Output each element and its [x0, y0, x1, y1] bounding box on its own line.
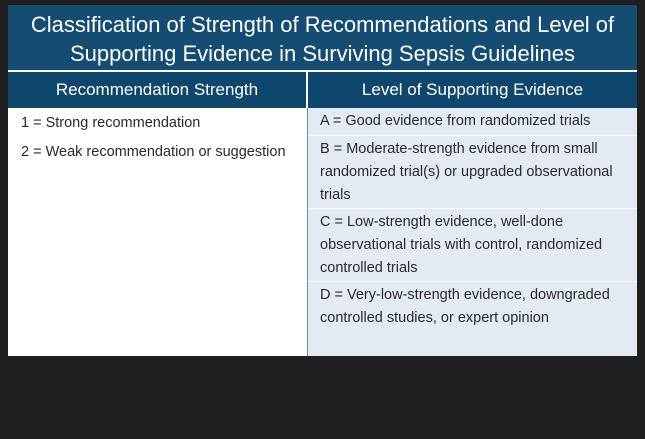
table-body — [8, 108, 637, 356]
table-title-line-2: Supporting Evidence in Surviving Sepsis Guidelines — [69, 41, 576, 66]
table-header-row — [8, 72, 637, 108]
table-title — [8, 5, 637, 72]
strength-item-1: 1 = Strong recommendation — [21, 115, 201, 131]
table-title-line-1: Classification of Strength of Recommendations and Level of — [30, 12, 615, 37]
recommendation-strength-column — [8, 108, 308, 356]
evidence-item-a: A = Good evidence from randomized trials — [308, 108, 637, 136]
strength-item-2: 2 = Weak recommendation or suggestion — [21, 144, 286, 160]
header-level-of-evidence: Level of Supporting Evidence — [361, 80, 584, 99]
level-of-evidence-column — [308, 108, 637, 356]
evidence-item-d: D = Very-low-strength evidence, downgraded controlled studies, or expert opinion — [320, 287, 610, 326]
header-recommendation-strength: Recommendation Strength — [8, 72, 308, 108]
evidence-item-c: C = Low-strength evidence, well-done observational trials with control, randomized controlled trials — [308, 209, 637, 282]
classification-table-card — [8, 5, 637, 356]
evidence-item-b: B = Moderate-strength evidence from small randomized trial(s) or upgraded observational trials — [308, 136, 637, 209]
